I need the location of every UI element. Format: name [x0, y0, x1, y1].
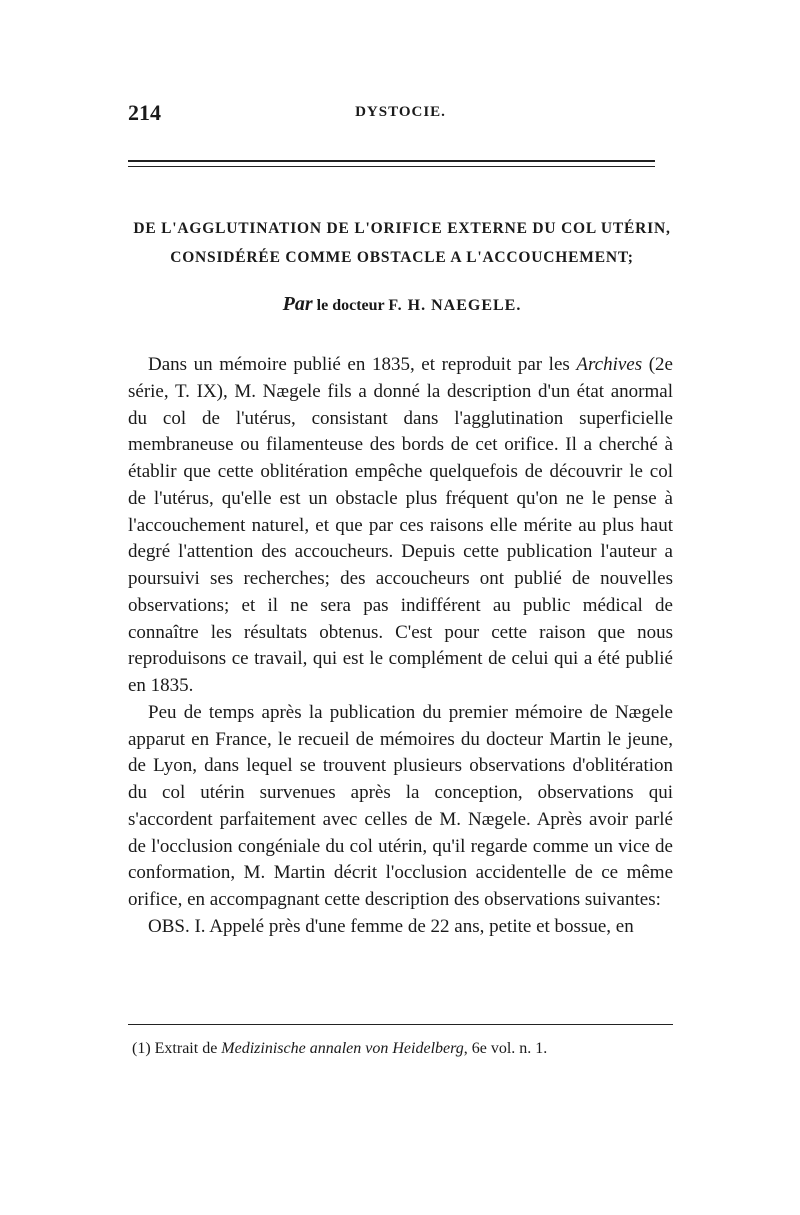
article-title — [128, 214, 676, 272]
running-head — [128, 100, 673, 130]
body-text — [128, 352, 673, 941]
page-number: 214 — [128, 100, 161, 125]
rule-line — [128, 166, 655, 167]
footnote-rule — [128, 1024, 673, 1025]
byline-par: Par — [282, 293, 313, 315]
footnote-text: , 6e vol. n. 1. — [463, 1040, 548, 1057]
double-rule-divider — [128, 160, 655, 170]
article-title-line: DE L'AGGLUTINATION DE L'ORIFICE EXTERNE DU COL UTÉRIN, — [133, 220, 671, 237]
rule-line — [128, 160, 655, 162]
journal-name: Archives — [576, 354, 643, 375]
byline — [128, 293, 676, 316]
running-title: DYSTOCIE. — [355, 104, 446, 120]
author-name: F. H. NAEGELE. — [388, 297, 522, 314]
footnote-text: (1) Extrait de — [132, 1040, 222, 1057]
paragraph — [128, 352, 673, 700]
footnote-journal: Medizinische annalen von Heidelberg — [221, 1040, 464, 1057]
article-title-line: CONSIDÉRÉE COMME OBSTACLE A L'ACCOUCHEMENT; — [170, 249, 634, 266]
paragraph: Peu de temps après la publication du premier mémoire de Nægele apparut en France, le recueil de mémoires du docteur Martin le jeune, de Lyon, dans lequel se trouvent plusieurs observations d'oblitération du col utérin survenues après la conception, observations qui s'accordent parfaitement avec celles de M. Nægele. Après avoir parlé de l'occlusion congéniale du col utérin, qu'il regarde comme un vice de conformation, M. Martin décrit l'occlusion accidentelle de ce même orifice, en accompagnant cette description des observations suivantes: — [128, 701, 673, 910]
paragraph: OBS. I. Appelé près d'une femme de 22 ans, petite et bossue, en — [148, 915, 634, 937]
byline-text: le docteur — [316, 297, 385, 314]
paragraph-text: (2e série, T. IX), M. Nægele fils a donné la description d'un état anormal du col de l'utérus, consistant dans l'agglutination superficielle membraneuse ou filamenteuse des bords de cet orifice. Il a cherché à établir que cette oblitération empêche quelquefois de découvrir le col de l'utérus, qu'elle est un obstacle plus fréquent qu'on ne le pense à l'accouchement naturel, et que par ces raisons elle mérite au plus haut degré l'attention des accoucheurs. Depuis cette publication l'auteur a poursuivi ses recherches; des accoucheurs ont publié de nouvelles observations; et il ne sera pas indifférent au public médical de connaître les résultats obtenus. C'est pour cette raison que nous reproduisons ce travail, qui est le complément de celui qui a été publié en 1835. — [128, 354, 673, 696]
paragraph-text: Dans un mémoire publié en 1835, et reproduit par les — [148, 354, 577, 375]
footnote — [132, 1040, 672, 1058]
